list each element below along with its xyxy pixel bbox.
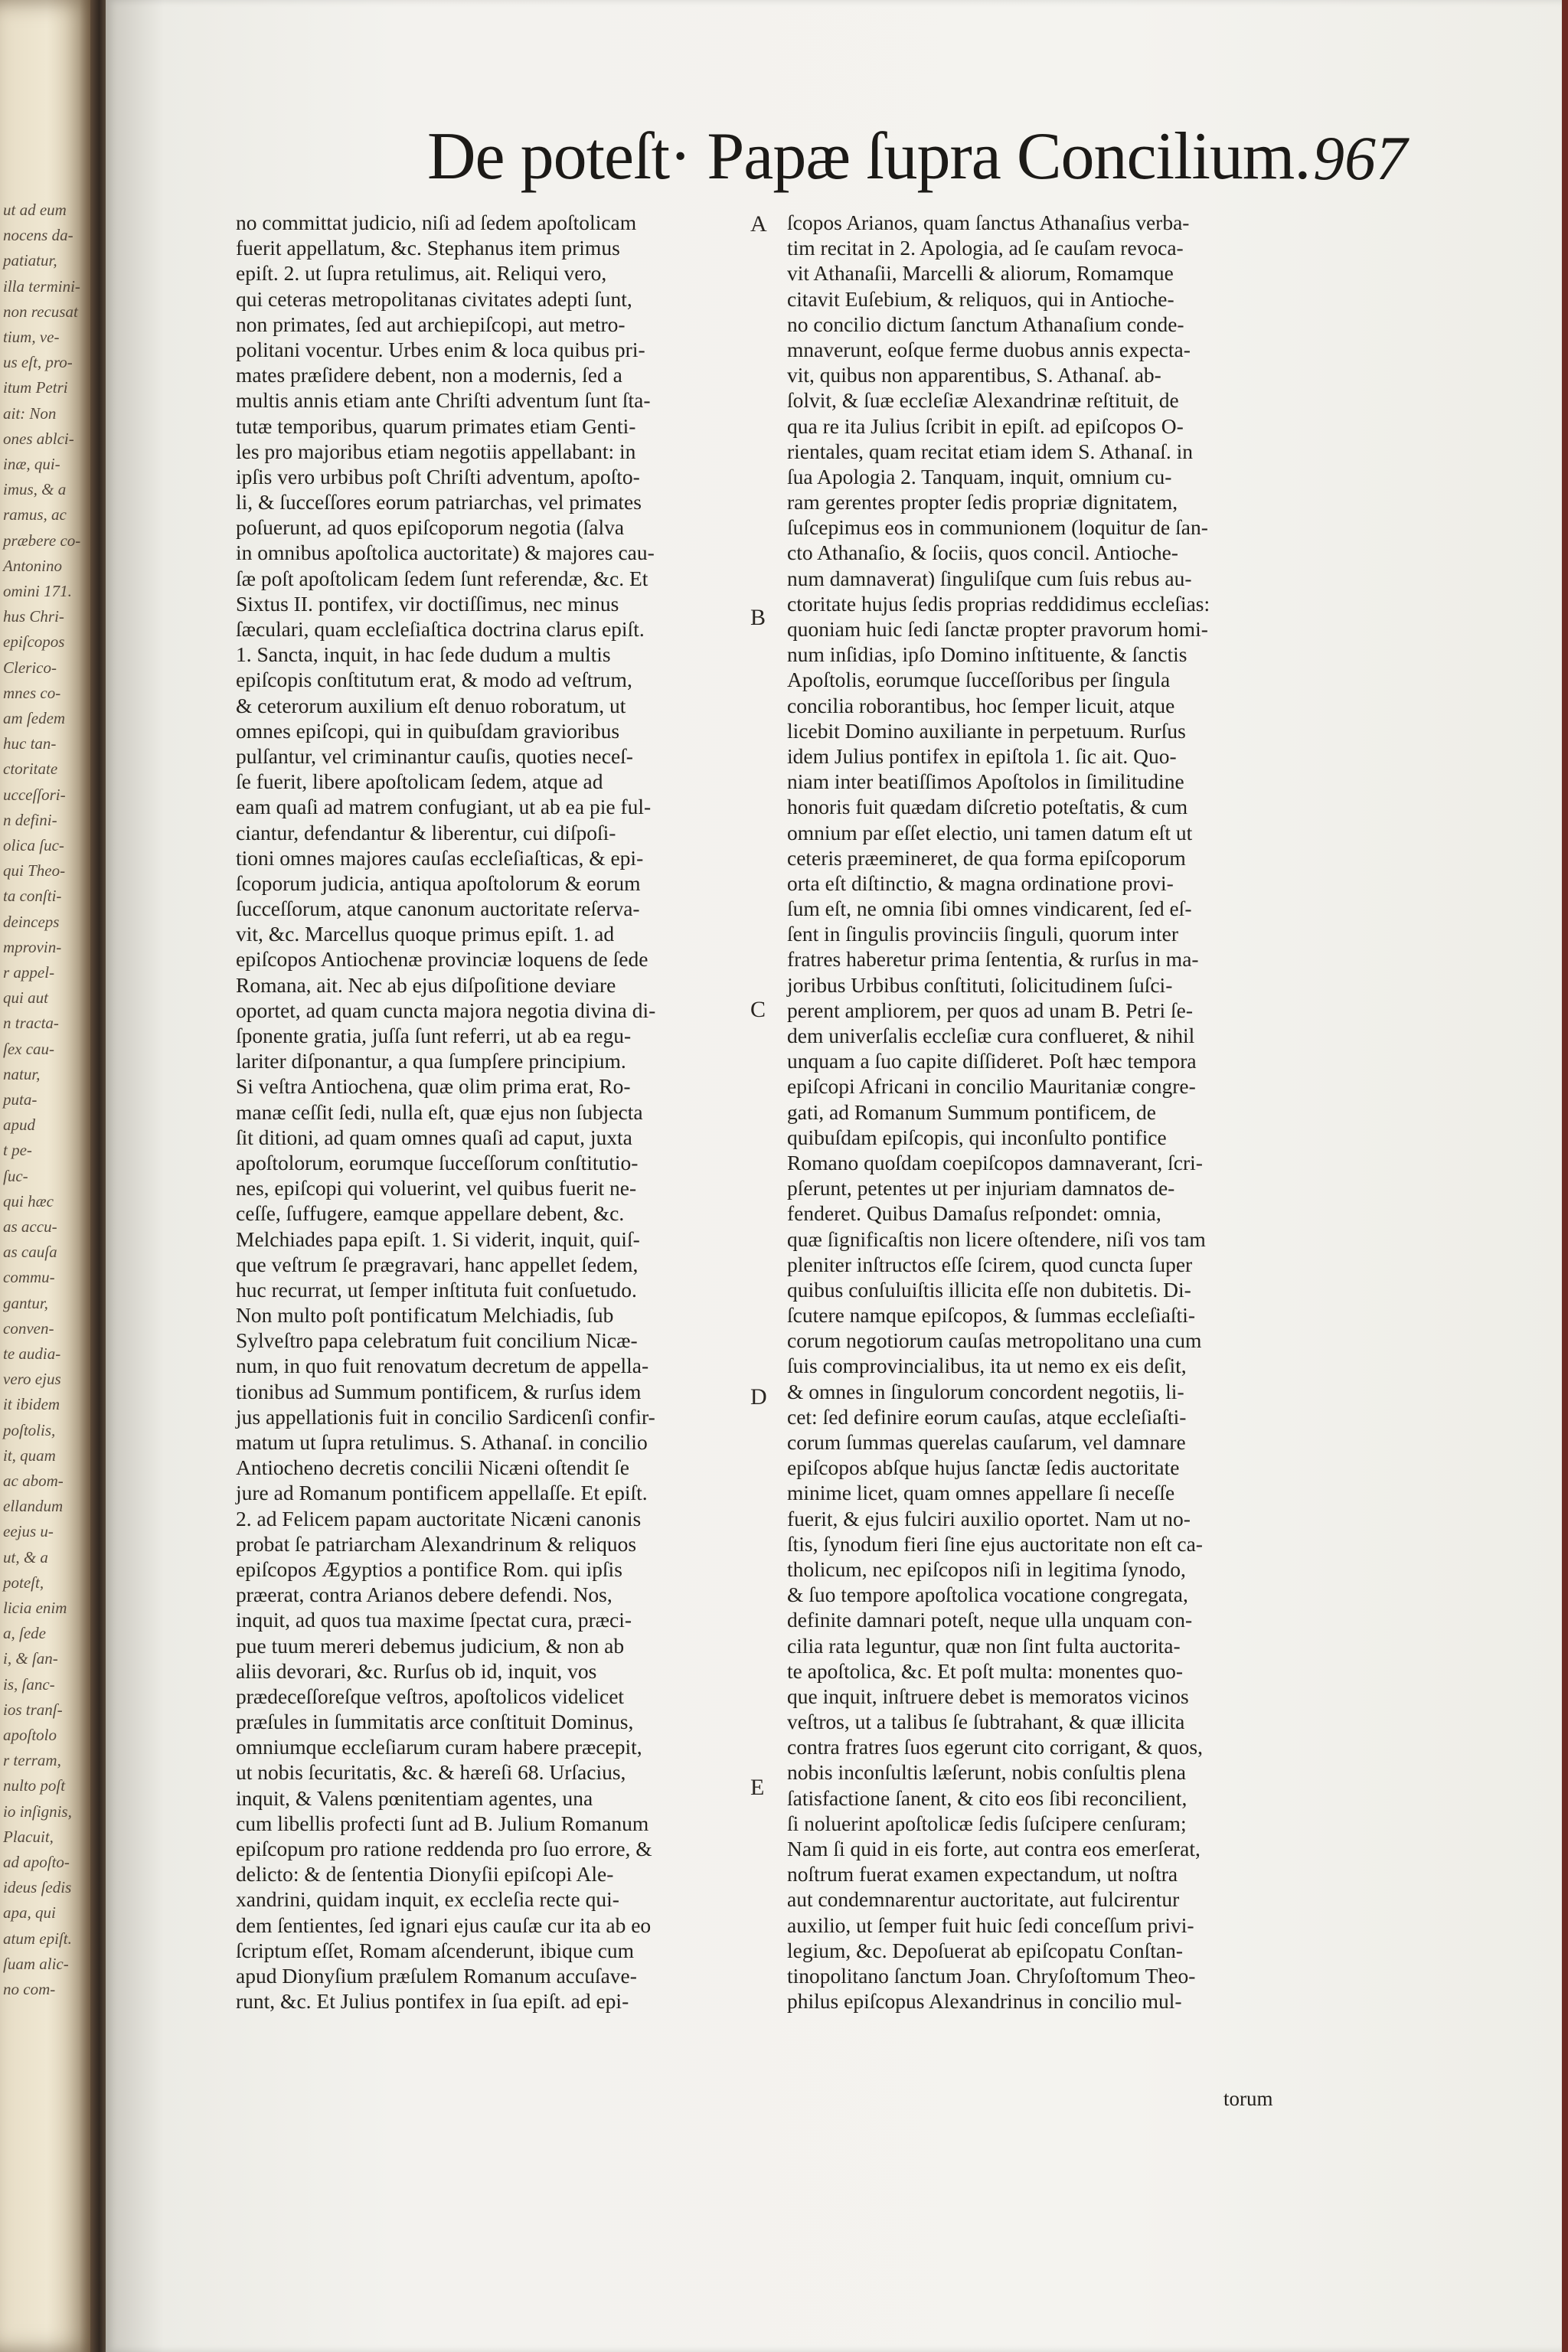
text-line: tim recitat in 2. Apologia, ad ſe cauſam revoca- bbox=[787, 236, 1184, 260]
left-page-fragment: ideus ſedis bbox=[3, 1878, 72, 1897]
text-line: nes, epiſcopi qui voluerint, vel quibus fuerit ne- bbox=[236, 1176, 637, 1200]
left-page-fragment: præbere co- bbox=[3, 531, 81, 550]
left-facing-page bbox=[0, 0, 93, 2352]
text-line: nobis inconſultis læſerunt, nobis conſultis plena bbox=[787, 1760, 1186, 1785]
text-line: veſtros, ut a talibus ſe ſubtrahant, & quæ illicita bbox=[787, 1710, 1185, 1734]
left-page-fragment: qui aut bbox=[3, 988, 48, 1008]
text-line: orta eſt diſtinctio, & magna ordinatione provi- bbox=[787, 871, 1174, 895]
text-column-left bbox=[236, 210, 852, 2014]
text-line: minime licet, quam omnes appellare ſi neceſſe bbox=[787, 1481, 1175, 1505]
text-line: ſolvit, & ſuæ eccleſiæ Alexandrinæ reſtituit, de bbox=[787, 388, 1179, 413]
text-line: citavit Euſebium, & reliquos, qui in Antioche- bbox=[787, 286, 1174, 311]
text-line: epiſcopos Antiochenæ provinciæ loquens de ſede bbox=[236, 947, 648, 972]
page-header bbox=[320, 115, 1407, 207]
text-line: tionibus ad Summum pontificem, & rurſus idem bbox=[236, 1379, 642, 1403]
left-page-fragment: ut, & a bbox=[3, 1547, 48, 1566]
text-line: ciantur, defendantur & liberentur, cui diſpoſi- bbox=[236, 820, 616, 844]
left-page-fragment: ones ablci- bbox=[3, 429, 74, 448]
text-line: noſtrum fuerat examen expectandum, ut noſtra bbox=[787, 1862, 1178, 1886]
left-page-fragment: hus Chri- bbox=[3, 607, 64, 626]
left-page-fragment: non recusat bbox=[3, 302, 78, 321]
text-line: no committat judicio, niſi ad ſedem apoſtolicam bbox=[236, 211, 637, 234]
text-line: inquit, ad quos tua maxime ſpectat cura, præci- bbox=[236, 1608, 632, 1632]
margin-letter: D bbox=[750, 1384, 767, 1410]
left-page-fragment: olica ſuc- bbox=[3, 836, 64, 854]
text-line: fuerit appellatum, &c. Stephanus item primus bbox=[236, 236, 620, 260]
left-page-fragment: n tracta- bbox=[3, 1014, 59, 1033]
left-page-fragment: as cauſa bbox=[3, 1243, 57, 1262]
text-line: mates præſidere debent, non a modernis, ſed a bbox=[236, 363, 622, 387]
text-line: omnes epiſcopi, qui in quibuſdam gravioribus bbox=[236, 718, 620, 743]
text-line: ſcopos Arianos, quam ſanctus Athanaſius verba- bbox=[787, 211, 1190, 234]
text-line: fratres haberetur prima ſententia, & rurſus in ma- bbox=[787, 947, 1199, 972]
left-page-fragment: omini 171. bbox=[3, 582, 72, 600]
text-line: te apoſtolica, &c. Et poſt multa: monentes quo- bbox=[787, 1658, 1184, 1683]
text-line: 1. Sancta, inquit, in hac ſede dudum a multis bbox=[236, 642, 611, 667]
text-line: præſules in ſummitatis arce conſtituit Dominus, bbox=[236, 1710, 634, 1734]
text-line: apoſtolorum, eorumque ſucceſſorum conſtitutio- bbox=[236, 1150, 639, 1174]
catchword: torum bbox=[1223, 2087, 1273, 2110]
text-line: delicto: & de ſententia Dionyſii epiſcopi Ale- bbox=[236, 1862, 614, 1886]
running-title: De poteſt· Papæ ſupra Concilium. bbox=[427, 119, 1311, 194]
text-line: cilia rata leguntur, quæ non ſint fulta auctorita- bbox=[787, 1633, 1181, 1658]
text-line: ſæ poſt apoſtolicam ſedem ſunt referendæ, &c. Et bbox=[236, 566, 648, 590]
left-page-fragment: ellandum bbox=[3, 1497, 64, 1516]
text-line: philus epiſcopus Alexandrinus in concilio mul- bbox=[787, 1989, 1182, 2014]
text-line: dem univerſalis eccleſiæ cura conflueret, & nihil bbox=[787, 1024, 1195, 1047]
text-line: apud Dionyſium præſulem Romanum accuſave- bbox=[236, 1963, 637, 1988]
text-line: præerat, contra Arianos debere defendi. Nos, bbox=[236, 1583, 612, 1607]
text-line: Si veſtra Antiochena, quæ olim prima erat, Ro- bbox=[236, 1074, 631, 1099]
text-line: ſcoporum judicia, antiqua apoſtolorum & eorum bbox=[236, 871, 641, 895]
text-line: que veſtrum ſe prægravari, hanc appellet ſedem, bbox=[236, 1252, 639, 1276]
text-line: no concilio dictum ſanctum Athanaſium conde- bbox=[787, 312, 1184, 336]
text-line: num inſidias, ipſo Domino inſtituente, & ſanctis bbox=[787, 642, 1187, 667]
text-line: ſent in ſingulis provinciis ſinguli, quorum inter bbox=[787, 922, 1179, 946]
text-line: joribus Urbibus conſtituti, ſolicitudinem ſuſci- bbox=[787, 972, 1173, 997]
text-line: niam inter beatiſſimos Apoſtolos in ſimilitudine bbox=[787, 769, 1184, 794]
text-line: fenderet. Quibus Damaſus reſpondet: omnia, bbox=[787, 1201, 1161, 1226]
left-page-fragment: mnes co- bbox=[3, 683, 61, 702]
text-line: tinopolitano ſanctum Joan. Chryſoſtomum Theo- bbox=[787, 1963, 1196, 1988]
left-page-fragment: ſuc- bbox=[3, 1166, 28, 1185]
left-page-fragment: inæ, qui- bbox=[3, 455, 60, 473]
text-line: ſcutere namque epiſcopos, & ſummas eccleſiaſti- bbox=[787, 1303, 1196, 1328]
left-page-fragment: r terram, bbox=[3, 1751, 61, 1770]
text-column-right bbox=[787, 210, 1415, 2014]
text-line: pſerunt, petentes ut per injuriam damnatos de- bbox=[787, 1176, 1175, 1200]
text-line: & omnes in ſingulorum concordent negotiis, li- bbox=[787, 1379, 1184, 1403]
text-line: ipſis vero urbibus poſt Chriſti adventum, apoſto- bbox=[236, 464, 640, 488]
left-page-fragment: gantur, bbox=[3, 1293, 48, 1312]
text-line: multis annis etiam ante Chriſti adventum ſunt ſta- bbox=[236, 388, 651, 413]
text-line: politani vocentur. Urbes enim & loca quibus pri- bbox=[236, 337, 645, 361]
margin-letter: E bbox=[750, 1775, 765, 1800]
text-line: idem Julius pontifex in epiſtola 1. ſic ait. Quo- bbox=[787, 743, 1177, 768]
left-page-fragment: Placuit, bbox=[3, 1827, 54, 1846]
text-line: xandrini, quidam inquit, ex eccleſia recte qui- bbox=[236, 1887, 619, 1912]
left-page-fragment: apa, qui bbox=[3, 1903, 56, 1922]
text-line: ſe fuerit, libere apoſtolicam ſedem, atque ad bbox=[236, 769, 603, 794]
text-line: ſua Apologia 2. Tanquam, inquit, omnium cu- bbox=[787, 464, 1172, 488]
text-line: tholicum, nec epiſcopos niſi in legitima ſynodo, bbox=[787, 1557, 1186, 1581]
left-page-fragment: ſex cau- bbox=[3, 1039, 55, 1058]
left-page-fragment: vero ejus bbox=[3, 1370, 61, 1389]
left-page-fragment: r appel- bbox=[3, 963, 55, 982]
text-line: & ſuo tempore apoſtolica vocatione congregata, bbox=[787, 1583, 1188, 1607]
text-line: non primates, ſed aut archiepiſcopi, aut metro- bbox=[236, 312, 626, 336]
text-line: ſtis, ſynodum fieri ſine ejus auctoritate non eſt ca- bbox=[787, 1531, 1203, 1556]
left-page-fragment: apud bbox=[3, 1116, 35, 1135]
text-line: num, in quo fuit renovatum decretum de appella- bbox=[236, 1354, 649, 1378]
text-line: Apoſtolis, eorumque ſucceſſoribus per ſingula bbox=[787, 668, 1171, 692]
left-page-fragment: te audia- bbox=[3, 1344, 61, 1363]
text-line: quæ ſignificaſtis non licere oſtendere, niſi vos tam bbox=[787, 1227, 1206, 1251]
text-line: ram gerentes propter ſedis propriæ dignitatem, bbox=[787, 490, 1178, 514]
text-line: ſatisfactione ſanent, & cito eos ſibi reconcilient, bbox=[787, 1785, 1187, 1810]
left-page-fragment: epiſcopos bbox=[3, 632, 65, 652]
left-page-fragment: ramus, ac bbox=[3, 505, 67, 524]
left-page-fragment: t pe- bbox=[3, 1141, 32, 1160]
left-page-fragment: i, & ſan- bbox=[3, 1649, 58, 1668]
text-line: ctoritate hujus ſedis proprias reddidimus eccleſias: bbox=[787, 591, 1210, 616]
text-line: Sylveſtro papa celebratum fuit concilium Nicæ- bbox=[236, 1328, 638, 1353]
left-page-fragment: licia enim bbox=[3, 1599, 67, 1617]
text-line: honoris fuit quædam diſcretio poteſtatis, & cum bbox=[787, 795, 1188, 819]
text-line: cet: ſed definire eorum cauſas, atque eccleſiaſti- bbox=[787, 1404, 1187, 1429]
left-page-fragment: Clerico- bbox=[3, 658, 57, 677]
text-line: definite damnari poteſt, neque ulla unquam con- bbox=[787, 1608, 1193, 1632]
left-page-fragment: illa termini- bbox=[3, 276, 80, 296]
text-line: li, & ſucceſſores eorum patriarchas, vel primates bbox=[236, 490, 642, 514]
text-line: ut nobis ſecuritatis, &c. & hæreſi 68. Urſacius, bbox=[236, 1760, 626, 1785]
text-line: huc recurrat, ut ſemper inſtituta fuit conſuetudo. bbox=[236, 1277, 637, 1302]
left-page-fragment: puta- bbox=[3, 1090, 38, 1109]
left-page-fragment: mprovin- bbox=[3, 937, 62, 956]
text-line: mnaverunt, eoſque ferme duobus annis expecta- bbox=[787, 337, 1191, 361]
left-page-fragment: deinceps bbox=[3, 912, 60, 931]
left-page-fragment: io inſignis, bbox=[3, 1802, 72, 1821]
left-page-fragment: imus, & a bbox=[3, 480, 67, 499]
text-line: qui ceteras metropolitanas civitates adepti ſunt, bbox=[236, 286, 632, 311]
text-line: vit, &c. Marcellus quoque primus epiſt. 1. ad bbox=[236, 922, 615, 946]
text-line: ſponente gratia, juſſa ſunt referri, ut ab ea regu- bbox=[236, 1024, 632, 1047]
text-line: licebit Domino auxiliante in perpetuum. Rurſus bbox=[787, 718, 1186, 743]
text-line: 2. ad Felicem papam auctoritate Nicæni canonis bbox=[236, 1506, 642, 1530]
text-line: vit, quibus non apparentibus, S. Athanaſ. ab- bbox=[787, 363, 1161, 387]
left-page-fragment: no com- bbox=[3, 1980, 56, 1998]
text-line: les pro majoribus etiam negotiis appellabant: in bbox=[236, 439, 636, 463]
text-line: Sixtus II. pontifex, vir doctiſſimus, nec minus bbox=[236, 591, 619, 616]
text-line: cto Athanaſio, & ſociis, quos concil. Antioche- bbox=[787, 541, 1178, 565]
left-page-fragment: ucceſſori- bbox=[3, 785, 66, 804]
text-line: auxilio, ut ſemper fuit huic ſedi conceſſum privi- bbox=[787, 1913, 1194, 1937]
text-line: oportet, ad quam cuncta majora negotia divina di- bbox=[236, 998, 656, 1022]
left-page-fragment: it, quam bbox=[3, 1446, 56, 1465]
left-page-fragment: poteſt, bbox=[3, 1573, 44, 1592]
text-line: perent ampliorem, per quos ad unam B. Petri ſe- bbox=[787, 998, 1193, 1022]
text-line: quoniam huic ſedi ſanctæ propter pravorum homi- bbox=[787, 617, 1208, 641]
left-page-fragment: eejus u- bbox=[3, 1522, 54, 1541]
text-line: tutæ temporibus, quarum primates etiam Genti- bbox=[236, 413, 636, 438]
text-line: omnium par eſſet electio, uni tamen datum eſt ut bbox=[787, 820, 1193, 844]
text-line: jure ad Romanum pontificem appellaſſe. Et epiſt. bbox=[236, 1481, 648, 1505]
left-page-fragment: ac abom- bbox=[3, 1472, 64, 1490]
text-line: epiſcopis conſtitutum erat, & modo ad veſtrum, bbox=[236, 668, 632, 692]
left-page-fragment: it ibidem bbox=[3, 1395, 60, 1414]
text-line: ſuſcepimus eos in communionem (loquitur de ſan- bbox=[787, 515, 1208, 540]
left-page-fragment: ta conſti- bbox=[3, 887, 62, 906]
text-line: poſuerunt, ad quos epiſcoporum negotia (ſalva bbox=[236, 515, 625, 540]
left-page-fragment: apoſtolo bbox=[3, 1726, 57, 1744]
text-line: corum ſummas querelas cauſarum, vel damnare bbox=[787, 1430, 1186, 1454]
text-line: corum negotiorum cauſas metropolitano una cum bbox=[787, 1328, 1202, 1353]
text-line: dem ſentientes, ſed ignari ejus cauſæ cur ita ab eo bbox=[236, 1913, 652, 1937]
text-line: vit Athanaſii, Marcelli & aliorum, Romamque bbox=[787, 261, 1174, 286]
left-page-fragment: qui hæc bbox=[3, 1191, 54, 1210]
left-page-fragment: Antonino bbox=[3, 556, 62, 575]
left-page-fragment: conven- bbox=[3, 1318, 54, 1338]
text-line: in omnibus apoſtolica auctoritate) & majores cau- bbox=[236, 541, 655, 565]
left-page-fragment: ios tranſ- bbox=[3, 1700, 63, 1719]
text-line: prædeceſſoreſque veſtros, apoſtolicos videlicet bbox=[236, 1684, 625, 1708]
text-line: cum libellis profecti ſunt ad B. Julium Romanum bbox=[236, 1811, 649, 1835]
text-line: eam quaſi ad matrem confugiant, ut ab ea pie ful- bbox=[236, 795, 652, 819]
margin-letter: B bbox=[750, 605, 766, 630]
text-line: Antiocheno decretis concilii Nicæni oſtendit ſe bbox=[236, 1455, 629, 1480]
text-line: tioni omnes majores cauſas eccleſiaſticas, & epi- bbox=[236, 845, 644, 870]
left-page-fragment: am ſedem bbox=[3, 709, 66, 727]
left-page-fragment: itum Petri bbox=[3, 378, 68, 397]
text-line: ſucceſſorum, atque canonum auctoritate reſerva- bbox=[236, 897, 640, 921]
left-page-fragment: qui Theo- bbox=[3, 861, 66, 880]
text-line: Non multo poſt pontificatum Melchiadis, ſub bbox=[236, 1303, 614, 1328]
text-line: pulſantur, vel criminantur cauſis, quoties neceſ- bbox=[236, 743, 633, 768]
text-line: Romana, ait. Nec ab ejus diſpoſitione deviare bbox=[236, 972, 616, 997]
text-line: epiſcopos abſque hujus ſanctæ ſedis auctoritate bbox=[787, 1455, 1180, 1480]
text-line: probat ſe patriarcham Alexandrinum & reliquos bbox=[236, 1531, 637, 1556]
left-page-fragment: ſuam alic- bbox=[3, 1954, 69, 1973]
text-line: unquam a ſuo capite diſſideret. Poſt hæc tempora bbox=[787, 1049, 1197, 1073]
text-line: gati, ad Romanum Summum pontificem, de bbox=[787, 1099, 1156, 1124]
text-line: Nam ſi quid in eis forte, aut contra eos emerſerat, bbox=[787, 1837, 1200, 1860]
book-edge bbox=[1562, 0, 1568, 2352]
left-page-fragment: as accu- bbox=[3, 1217, 57, 1236]
text-line: epiſt. 2. ut ſupra retulimus, ait. Reliqui vero, bbox=[236, 261, 607, 286]
text-line: qua re ita Julius ſcribit in epiſt. ad epiſcopos O- bbox=[787, 413, 1184, 438]
left-page-fragment: nulto poſt bbox=[3, 1776, 66, 1795]
text-line: que inquit, inſtruere debet is memoratos vicinos bbox=[787, 1684, 1189, 1708]
text-line: num damnaverat) ſinguliſque cum ſuis rebus au- bbox=[787, 566, 1192, 590]
text-line: pleniter inſtructos eſſe ſcirem, quod cuncta ſuper bbox=[787, 1252, 1193, 1276]
text-line: aut condemnarentur auctoritate, aut fulcirentur bbox=[787, 1887, 1180, 1912]
page-number: 967 bbox=[1313, 123, 1407, 193]
text-line: ſi noluerint apoſtolicæ ſedis ſuſcipere cenſuram; bbox=[787, 1811, 1187, 1835]
left-page-fragment: ctoritate bbox=[3, 760, 58, 779]
left-page-fragment: poſtolis, bbox=[3, 1420, 56, 1439]
left-page-fragment: atum epiſt. bbox=[3, 1929, 72, 1948]
left-page-fragment: us eſt, pro- bbox=[3, 353, 73, 372]
text-line: runt, &c. Et Julius pontifex in ſua epiſt. ad epi- bbox=[236, 1989, 629, 2014]
left-page-fragment: huc tan- bbox=[3, 734, 57, 753]
text-line: aliis devorari, &c. Rurſus ob id, inquit, vos bbox=[236, 1658, 597, 1683]
text-line: jus appellationis fuit in concilio Sardicenſi confir- bbox=[236, 1404, 655, 1429]
margin-letter: A bbox=[750, 211, 767, 237]
text-line: ceſſe, ſuffugere, eamque appellare debent, &c. bbox=[236, 1201, 625, 1226]
text-line: Romano quoſdam coepiſcopos damnaverant, ſcri- bbox=[787, 1150, 1203, 1174]
text-line: ſcriptum eſſet, Romam aſcenderunt, ibique cum bbox=[236, 1938, 635, 1962]
text-line: ſum eſt, ne omnia ſibi omnes vindicarent, ſed eſ- bbox=[787, 897, 1192, 921]
text-line: omniumque eccleſiarum curam habere præcepit, bbox=[236, 1735, 642, 1759]
left-page-fragment: ut ad eum bbox=[3, 201, 67, 219]
text-line: ſit ditioni, ad quam omnes quaſi ad caput, juxta bbox=[236, 1125, 632, 1149]
text-line: ſæculari, quam eccleſiaſtica doctrina clarus epiſt. bbox=[236, 617, 645, 641]
text-line: epiſcopum pro ratione reddenda pro ſuo errore, & bbox=[236, 1837, 652, 1860]
margin-letter: C bbox=[750, 997, 766, 1022]
text-line: ceteris præemineret, de qua forma epiſcoporum bbox=[787, 845, 1186, 870]
text-line: manæ ceſſit ſedi, nulla eſt, quæ ejus non ſubjecta bbox=[236, 1099, 643, 1124]
left-page-fragment: ait: Non bbox=[3, 403, 57, 423]
text-line: fuerit, & ejus fulciri auxilio oportet. Nam ut no- bbox=[787, 1506, 1191, 1530]
left-page-fragment: n defini- bbox=[3, 810, 57, 829]
text-line: concilia roborantibus, hoc ſemper licuit, atque bbox=[787, 693, 1175, 717]
text-line: epiſcopi Africani in concilio Mauritaniæ congre- bbox=[787, 1074, 1196, 1099]
text-line: ſuis comprovincialibus, ita ut nemo ex eis deſit, bbox=[787, 1354, 1187, 1378]
left-page-fragment: commu- bbox=[3, 1268, 55, 1287]
left-page-fragment: patiatur, bbox=[3, 251, 57, 270]
left-page-fragment: a, ſede bbox=[3, 1624, 46, 1643]
text-line: Melchiades papa epiſt. 1. Si viderit, inquit, quiſ- bbox=[236, 1227, 640, 1251]
text-line: quibuſdam epiſcopis, qui inconſulto pontifice bbox=[787, 1125, 1167, 1149]
text-line: contra fratres ſuos egerunt cito corrigant, & quos, bbox=[787, 1735, 1203, 1759]
text-line: epiſcopos Ægyptios a pontifice Rom. qui ipſis bbox=[236, 1557, 622, 1581]
text-line: quibus conſuluiſtis illicita eſſe non dubitetis. Di- bbox=[787, 1277, 1191, 1302]
page bbox=[106, 0, 1562, 2352]
left-page-fragment: ad apoſto- bbox=[3, 1853, 70, 1871]
left-page-fragment: nocens da- bbox=[3, 226, 74, 245]
text-line: lariter diſponantur, a qua ſumpſere principium. bbox=[236, 1049, 626, 1073]
left-page-fragment: tium, ve- bbox=[3, 328, 60, 346]
left-page-fragment: is, ſanc- bbox=[3, 1674, 55, 1694]
left-page-fragment: natur, bbox=[3, 1064, 41, 1083]
text-line: legium, &c. Depoſuerat ab epiſcopatu Conſtan- bbox=[787, 1938, 1183, 1962]
text-line: inquit, & Valens pœnitentiam agentes, una bbox=[236, 1785, 593, 1810]
text-line: & ceterorum auxilium eſt denuo roboratum, ut bbox=[236, 693, 626, 717]
text-line: matum ut ſupra retulimus. S. Athanaſ. in concilio bbox=[236, 1430, 648, 1454]
text-line: rientales, quam recitat etiam idem S. Athanaſ. in bbox=[787, 439, 1193, 463]
text-line: pue tuum mereri debemus judicium, & non ab bbox=[236, 1633, 625, 1658]
